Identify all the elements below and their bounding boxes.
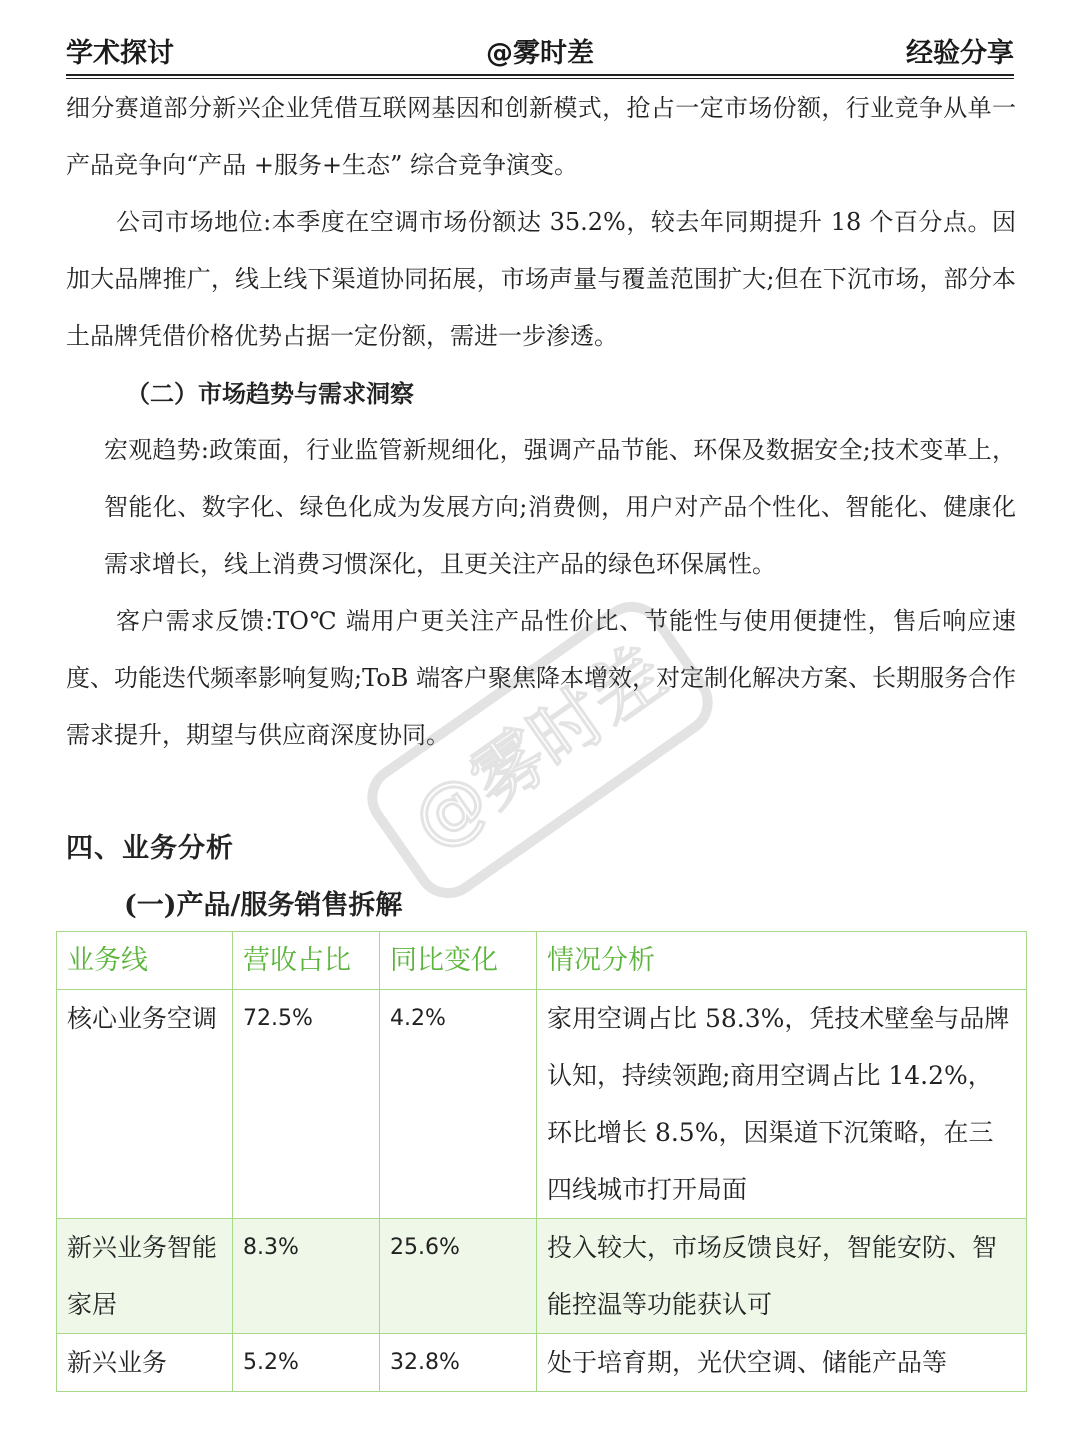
paragraph-market-position: 公司市场地位:本季度在空调市场份额达 35.2%，较去年同期提升 18 个百分点。因加大品牌推广，线上线下渠道协同拓展，市场声量与覆盖范围扩大;但在下沉市场，部分本土品牌凭借价格优势占据一定份额，需进一步渗透。 (66, 208, 1016, 350)
cell-revenue-share: 72.5% (233, 990, 380, 1219)
paragraph-macro-trends: 宏观趋势:政策面，行业监管新规细化，强调产品节能、环保及数据安全;技术变革上，智能化、数字化、绿色化成为发展方向;消费侧，用户对产品个性化、智能化、健康化需求增长，线上消费习惯深化，且更关注产品的绿色环保属性。 (104, 436, 1016, 578)
table-header-row (57, 932, 1027, 990)
cell-yoy-change: 32.8% (380, 1334, 537, 1392)
cell-analysis: 投入较大，市场反馈良好，智能安防、智能控温等功能获认可 (537, 1219, 1027, 1334)
cell-analysis: 家用空调占比 58.3%，凭技术壁垒与品牌认知，持续领跑;商用空调占比 14.2%，环比增长 8.5%，因渠道下沉策略，在三四线城市打开局面 (537, 990, 1027, 1219)
cell-revenue-share: 8.3% (233, 1219, 380, 1334)
watermark-text: @雾时差 (396, 630, 681, 865)
header-analysis: 情况分析 (537, 932, 1027, 990)
header-left: 学术探讨 (66, 38, 174, 69)
header-rule-thin (66, 78, 1014, 79)
page-header (66, 30, 1014, 70)
table-row (57, 1219, 1027, 1334)
header-yoy-change: 同比变化 (380, 932, 537, 990)
table-row (57, 990, 1027, 1219)
sales-breakdown-table (56, 931, 1027, 1392)
cell-analysis: 处于培育期，光伏空调、储能产品等 (537, 1334, 1027, 1392)
cell-yoy-change: 4.2% (380, 990, 537, 1219)
header-business-line: 业务线 (57, 932, 233, 990)
paragraph-competition: 细分赛道部分新兴企业凭借互联网基因和创新模式，抢占一定市场份额，行业竞争从单一产品竞争向“产品 +服务+生态” 综合竞争演变。 (66, 94, 1016, 179)
header-right: 经验分享 (906, 38, 1014, 69)
table-row (57, 1334, 1027, 1392)
header-revenue-share: 营收占比 (233, 932, 380, 990)
table-heading-sales-breakdown: (一)产品/服务销售拆解 (124, 890, 403, 921)
document-body (66, 80, 1016, 934)
header-rule-thick (66, 74, 1014, 76)
cell-yoy-change: 25.6% (380, 1219, 537, 1334)
paragraph-customer-feedback: 客户需求反馈:TO℃ 端用户更关注产品性价比、节能性与使用便捷性，售后响应速度、功能迭代频率影响复购;ToB 端客户聚焦降本增效，对定制化解决方案、长期服务合作需求提升，期望与供应商深度协同。 (66, 607, 1016, 749)
section-heading-business-analysis: 四、业务分析 (66, 833, 234, 864)
header-center: @雾时差 (486, 38, 594, 69)
cell-revenue-share: 5.2% (233, 1334, 380, 1392)
cell-business-line: 新兴业务智能家居 (57, 1219, 233, 1334)
cell-business-line: 新兴业务 (57, 1334, 233, 1392)
cell-business-line: 核心业务空调 (57, 990, 233, 1219)
subheading-market-trends: （二）市场趋势与需求洞察 (126, 379, 414, 408)
